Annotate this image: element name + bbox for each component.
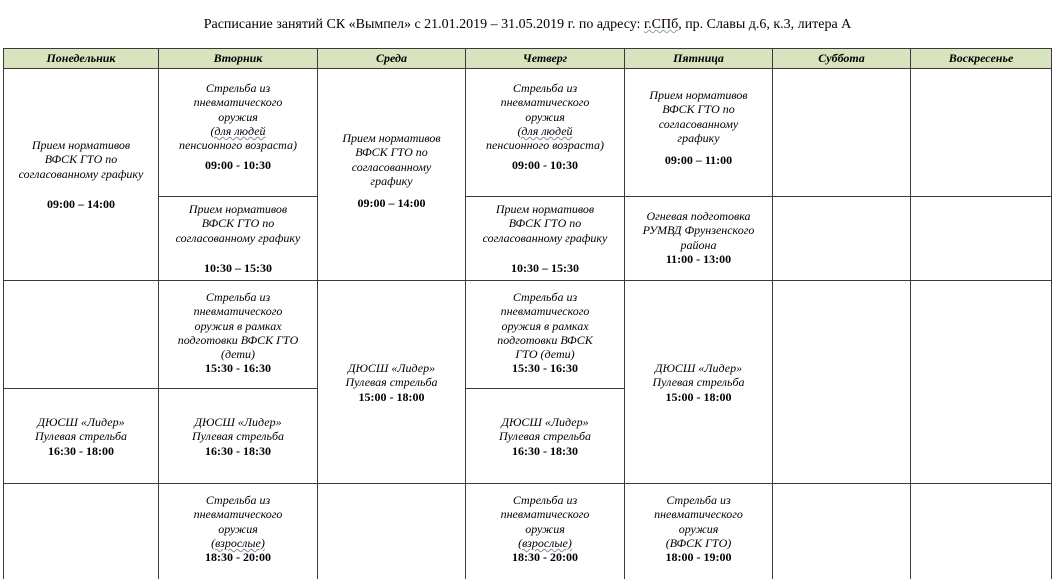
cell-line: ДЮСШ «Лидер» (654, 361, 743, 375)
cell-line: графику (677, 130, 720, 145)
cell-line: пневматического (654, 507, 743, 522)
header-sunday: Воскресенье (948, 51, 1014, 65)
schedule-cell-friday-police (625, 209, 772, 266)
cell-line: подготовки ВФСК ГТО (177, 332, 299, 347)
grid-line (317, 48, 318, 579)
header-wednesday: Среда (376, 51, 407, 65)
cell-line: пневматического (500, 95, 590, 110)
grid-line (1051, 48, 1052, 579)
schedule-cell-friday-gto (625, 88, 772, 167)
schedule-cell-thursday-lider (466, 415, 624, 458)
cell-line: Стрельба из (205, 493, 271, 507)
grid-line (158, 388, 317, 389)
cell-line: ВФСК ГТО по (508, 216, 582, 231)
header-monday: Понедельник (46, 51, 116, 65)
cell-line: согласованному графику (482, 230, 608, 245)
schedule-cell-wednesday-lider (318, 361, 465, 404)
cell-line: пневматического (500, 304, 590, 319)
cell-time: 10:30 – 15:30 (204, 260, 272, 275)
cell-line: согласованному графику (175, 230, 301, 245)
cell-line: (взрослые) (518, 535, 572, 550)
title-address-rest: , пр. Славы д.6, к.3, литера А (678, 17, 852, 32)
grid-line (3, 388, 158, 389)
cell-line: Пулевая стрельба (652, 375, 745, 390)
cell-line: оружия в рамках (194, 318, 282, 333)
title-text: Расписание занятий СК «Вымпел» с 21.01.2019 – 31.05.2019 г. по адресу: (203, 17, 644, 32)
schedule-cell-thursday-children (466, 290, 624, 376)
schedule-cell-thursday-pensioners (466, 81, 624, 173)
schedule-cell-friday-lider (625, 361, 772, 404)
cell-line: ВФСК ГТО по (201, 216, 275, 231)
cell-time: 16:30 - 18:00 (48, 443, 114, 458)
header-thursday: Четверг (522, 51, 568, 65)
schedule-cell-tuesday-lider (159, 415, 317, 458)
schedule-cell-wednesday-gto (318, 131, 465, 210)
cell-line: РУМВД Фрунзенского (642, 223, 755, 238)
grid-line (3, 48, 4, 579)
cell-line: Прием нормативов (342, 131, 441, 145)
cell-time: 18:30 - 20:00 (512, 550, 578, 565)
cell-time: 09:00 – 11:00 (664, 153, 733, 168)
schedule-cell-monday-gto (4, 138, 158, 211)
cell-line: оружия в рамках (501, 318, 589, 333)
cell-line: пенсионного возраста) (486, 138, 604, 153)
cell-line: (взрослые) (211, 535, 265, 550)
cell-time: 09:00 - 10:30 (512, 158, 578, 173)
grid-line (465, 196, 624, 197)
cell-line: Стрельба из (666, 493, 731, 507)
grid-line (3, 68, 1052, 69)
cell-line: Стрельба из (512, 290, 578, 304)
cell-time: 09:00 – 14:00 (47, 196, 115, 211)
schedule-cell-thursday-gto (466, 202, 624, 275)
cell-line: ДЮСШ «Лидер» (37, 415, 125, 429)
cell-line: Стрельба из (512, 493, 578, 507)
grid-line (910, 48, 911, 579)
cell-line: Стрельба из (512, 81, 578, 95)
cell-line: оружия (525, 521, 565, 536)
cell-time: 10:30 – 15:30 (511, 260, 579, 275)
cell-time: 11:00 - 13:00 (665, 251, 732, 266)
cell-line: графику (370, 173, 413, 188)
schedule-cell-tuesday-children (159, 290, 317, 376)
schedule-cell-thursday-adults (466, 493, 624, 564)
cell-line: Пулевая стрельба (35, 429, 127, 444)
cell-time: 16:30 - 18:30 (205, 443, 271, 458)
cell-time: 18:30 - 20:00 (205, 550, 271, 565)
cell-line: согласованному графику (18, 166, 144, 181)
title-address-city: г.СПб (643, 17, 679, 32)
grid-line (3, 483, 1052, 484)
schedule-cell-tuesday-gto (159, 202, 317, 275)
cell-line: (для людей (517, 123, 573, 138)
cell-line: Пулевая стрельба (345, 375, 438, 390)
cell-line: (дети) (220, 347, 256, 362)
cell-line: ГТО (дети) (515, 347, 575, 362)
cell-line: Пулевая стрельба (499, 429, 591, 444)
cell-line: пенсионного возраста) (179, 138, 297, 153)
cell-line: Пулевая стрельба (192, 429, 284, 444)
cell-line: согласованному (658, 116, 739, 131)
cell-time: 15:30 - 16:30 (512, 361, 578, 376)
cell-time: 09:00 - 10:30 (205, 158, 271, 173)
cell-line: ВФСК ГТО по (662, 102, 735, 117)
cell-line: пневматического (193, 95, 283, 110)
grid-line (3, 280, 1052, 281)
schedule-cell-tuesday-adults (159, 493, 317, 564)
schedule-cell-tuesday-pensioners (159, 81, 317, 173)
grid-line (772, 48, 773, 579)
document-title (0, 17, 1055, 33)
cell-line: согласованному (351, 159, 432, 174)
cell-line: ВФСК ГТО по (44, 152, 118, 167)
cell-line: ДЮСШ «Лидер» (501, 415, 589, 429)
cell-line: Стрельба из (205, 81, 271, 95)
cell-line: Прием нормативов (188, 202, 288, 216)
cell-line: пневматического (193, 507, 283, 522)
cell-line: оружия (218, 109, 258, 124)
cell-line: пневматического (193, 304, 283, 319)
header-saturday: Суббота (818, 51, 865, 65)
cell-line: (ВФСК ГТО) (665, 535, 732, 550)
schedule-cell-monday-lider (4, 415, 158, 458)
cell-line: (для людей (210, 123, 266, 138)
cell-line: оружия (525, 109, 565, 124)
cell-line: ВФСК ГТО по (355, 145, 428, 160)
cell-line: оружия (678, 521, 719, 536)
header-tuesday: Вторник (213, 51, 263, 65)
header-friday: Пятница (673, 51, 724, 65)
cell-line: ДЮСШ «Лидер» (347, 361, 436, 375)
cell-line: Прием нормативов (649, 88, 748, 102)
grid-line (465, 388, 624, 389)
cell-time: 15:30 - 16:30 (205, 361, 271, 376)
cell-time: 09:00 – 14:00 (357, 196, 426, 211)
cell-line: подготовки ВФСК (497, 332, 593, 347)
cell-line: Прием нормативов (495, 202, 595, 216)
grid-line (158, 196, 317, 197)
cell-time: 15:00 - 18:00 (665, 389, 732, 404)
cell-line: Огневая подготовка (646, 209, 751, 223)
cell-time: 15:00 - 18:00 (358, 389, 425, 404)
cell-line: ДЮСШ «Лидер» (194, 415, 282, 429)
cell-line: пневматического (500, 507, 590, 522)
cell-line: Стрельба из (205, 290, 271, 304)
cell-line: Прием нормативов (31, 138, 131, 152)
schedule-cell-friday-gto-shooting (625, 493, 772, 564)
cell-time: 18:00 - 19:00 (665, 550, 732, 565)
grid-line (624, 196, 1052, 197)
cell-time: 16:30 - 18:30 (512, 443, 578, 458)
cell-line: района (680, 237, 717, 252)
cell-line: оружия (218, 521, 258, 536)
